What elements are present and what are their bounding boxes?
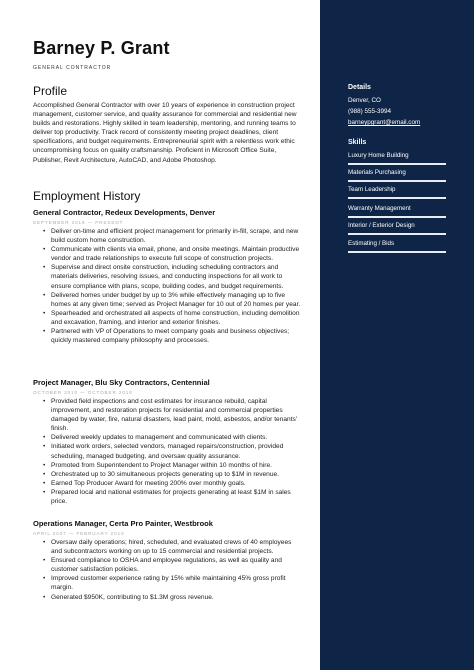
bullet-item: • Oversaw daily operations; hired, scheduled, and evaluated crews of 40 employees and subcontractors working on up to 15 commercial and residential projects. bbox=[51, 538, 303, 556]
bullet-item: • Prepared local and national estimates for projects generating at least $1M in sales price. bbox=[51, 488, 303, 506]
skill-bar bbox=[348, 233, 446, 235]
bullet-item: • Spearheaded and orchestrated all aspects of home construction, including demolition and excavation, framing, and interior and exterior finishes. bbox=[51, 309, 303, 327]
bullet-item: • Delivered weekly updates to management and communicated with clients. bbox=[51, 433, 303, 442]
bullet-item: • Ensured compliance to OSHA and employee regulations, as well as quality and customer satisfaction policies. bbox=[51, 556, 303, 574]
skill-bar bbox=[348, 251, 446, 253]
sidebar bbox=[320, 0, 474, 670]
profile-heading: Profile bbox=[33, 84, 68, 98]
job-dates: APRIL 2007 — FEBRUARY 2010 bbox=[33, 531, 125, 536]
skill-item bbox=[348, 205, 446, 218]
skill-label: Materials Purchasing bbox=[348, 169, 406, 176]
candidate-name: Barney P. Grant bbox=[33, 38, 170, 58]
skill-label: Interior / Exterior Design bbox=[348, 222, 415, 229]
job-bullets bbox=[33, 227, 303, 345]
bullet-item: • Supervise and direct onsite construction, including scheduling contractors and materials deliveries, resolving issues, and conducting inspections for all work to ensure compliance with plans, scope, building codes, and budget requirements. bbox=[51, 263, 303, 290]
skill-bar bbox=[348, 180, 446, 182]
bullet-item: • Deliver on-time and efficient project management for primarily in-fill, scrape, and new build custom home construction. bbox=[51, 227, 303, 245]
job-title: Project Manager, Blu Sky Contractors, Centennial bbox=[33, 378, 210, 387]
skill-item bbox=[348, 152, 446, 165]
job-subtitle: GENERAL CONTRACTOR bbox=[33, 65, 112, 71]
skill-item bbox=[348, 169, 446, 182]
job-bullets bbox=[33, 538, 303, 602]
contact-phone: (988) 555-3994 bbox=[348, 108, 392, 115]
details-heading: Details bbox=[348, 84, 371, 91]
bullet-item: • Generated $950K, contributing to $1.3M gross revenue. bbox=[51, 593, 303, 602]
job-title: General Contractor, Redeux Developments, Denver bbox=[33, 208, 216, 217]
skill-item bbox=[348, 240, 446, 253]
job-bullets bbox=[33, 397, 303, 506]
profile-text: Accomplished General Contractor with over 10 years of experience in construction project management, customer service, and quality assurance for commercial and residential new builds and restorations. Highly skilled in team leadership, mentoring, and running teams to deliver top productivity. Track record of consistently meeting project deadlines, client specifications, and budget requirements. Entrepreneurial spirit with a relentless work ethic uncompromising focus on quality craftsmanship. Proficient in Microsoft Office Suite, Publisher, Revit Architecture, AutoCAD, and Adobe Photoshop. bbox=[33, 102, 297, 164]
bullet-item: • Delivered homes under budget by up to 3% while effectively managing up to five homes at any given time; served as Project Manager for 10 out of 20 homes per year. bbox=[51, 291, 303, 309]
skill-label: Warranty Management bbox=[348, 205, 411, 212]
bullet-item: • Provided field inspections and cost estimates for insurance rebuild, capital improvement, and restoration projects for residential and commercial properties damaged by water, fire, natural disasters, lead paint, mold, asbestos, and/or tenants' finish. bbox=[51, 397, 303, 433]
contact-email-link[interactable]: barneypgrant@email.com bbox=[348, 119, 421, 126]
bullet-item: • Initiated work orders, selected vendors, managed repairs/construction, provided scheduling, managed budgeting, and oversaw quality assurance. bbox=[51, 442, 303, 460]
skill-bar bbox=[348, 163, 446, 165]
skill-item bbox=[348, 186, 446, 199]
bullet-item: • Partnered with VP of Operations to meet company goals and business objectives; quickly mastered company philosophy and processes. bbox=[51, 327, 303, 345]
skill-label: Team Leadership bbox=[348, 186, 396, 193]
skills-heading: Skills bbox=[348, 139, 367, 146]
skill-bar bbox=[348, 216, 446, 218]
job-dates: OCTOBER 2010 — OCTOBER 2016 bbox=[33, 390, 133, 395]
bullet-item: • Orchestrated up to 30 simultaneous projects generating up to $1M in revenue. bbox=[51, 470, 303, 479]
skill-label: Luxury Home Building bbox=[348, 152, 409, 159]
bullet-item: • Communicate with clients via email, phone, and onsite meetings. Maintain productive vendor and trade relationships to execute full scope of construction projects. bbox=[51, 245, 303, 263]
skill-item bbox=[348, 222, 446, 235]
bullet-item: • Improved customer experience rating by 15% while maintaining 45% gross profit margin. bbox=[51, 574, 303, 592]
skill-label: Estimating / Bids bbox=[348, 240, 395, 247]
contact-city: Denver, CO bbox=[348, 97, 381, 104]
job-dates: SEPTEMBER 2016 — PRESENT bbox=[33, 220, 124, 225]
employment-heading: Employment History bbox=[33, 189, 141, 203]
skill-bar bbox=[348, 197, 446, 199]
bullet-item: • Earned Top Producer Award for meeting 200% over monthly goals. bbox=[51, 479, 303, 488]
job-title: Operations Manager, Certa Pro Painter, Westbrook bbox=[33, 519, 213, 528]
bullet-item: • Promoted from Superintendent to Project Manager within 10 months of hire. bbox=[51, 461, 303, 470]
